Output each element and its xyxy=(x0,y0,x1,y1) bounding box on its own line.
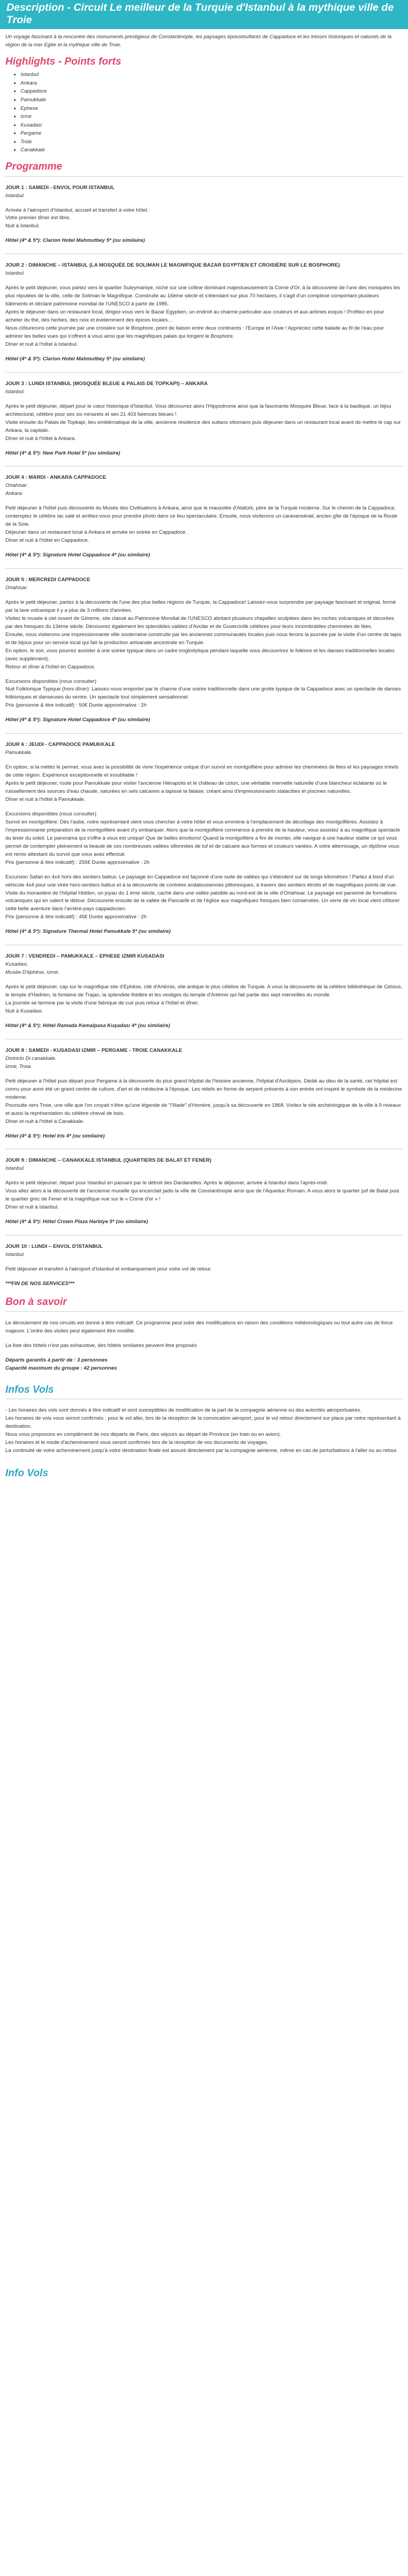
excursion-text: Excursion Safari en 4x4 hors des sentiers battus: Le paysage en Cappadoce est façonné d'une suite de vallées qui s'étendent sur de longs kilomètres ! Partez à bord d'un véhicule 4x4 pour une virée hors-sentiers battus et à la découverte de contrées andalousiennes pittoresques, à travers des sentiers étroits et de magnifiques points de vue. Visite du monastère de l'hôpital Hidden, un joyau du 1 ème siècle, caché dans une vallée paisible au nord-est de la ville d'Ortahisar. Le paysage est parsemé de formations volcaniques qui en valent le détour. Découverte ensuite de la vallée de Pancarlik et de l'église aux magnifiques fresques bien conservées. Un verre de vin local vient clôturer cette belle aventure dans l'arrière-pays cappadocien. xyxy=(5,874,400,912)
highlight-item: • Pergame xyxy=(20,129,403,138)
program-day xyxy=(5,1157,403,1226)
program-day xyxy=(5,1047,403,1141)
divider xyxy=(5,1311,403,1312)
day-location: Districto Di canakkale. Izmir, Troia. xyxy=(5,1055,57,1070)
day-title: JOUR 3 : LUNDI ISTANBUL (MOSQUÉE BLEUE & PALAIS DE TOPKAPI) – ANKARA xyxy=(5,380,208,387)
program-day xyxy=(5,953,403,1030)
day-title: JOUR 5 : MERCREDI CAPPADOCE xyxy=(5,577,90,583)
spacer xyxy=(5,867,403,874)
day-title: JOUR 4 : MARDI - ANKARA CAPPADOCE xyxy=(5,474,107,481)
day-title: JOUR 9 : DIMANCHE – CANAKKALE ISTANBUL (QUARTIERS DE BALAT ET FENER) xyxy=(5,1157,212,1164)
highlight-item: • Izmir xyxy=(20,113,403,121)
day-location: Istanbul. xyxy=(5,192,25,199)
day-hotel: Hôtel (4* & 5*): Clarion Hotel Mahmutbey 5* (ou similaire) xyxy=(5,238,145,244)
day-hotel: Hôtel (4* & 5*): Signature Hotel Cappadoce 4* (ou similaire) xyxy=(5,552,150,559)
divider xyxy=(5,568,403,569)
highlight-item: • Ephese xyxy=(20,104,403,113)
day-location: Istanbul. xyxy=(5,270,25,277)
day-hotel: Hôtel (4* & 5*): Signature Hotel Cappadoce 4* (ou similaire) xyxy=(5,717,150,723)
bon-a-savoir-text-2: La liste des hôtels n'est pas exhaustive, des hôtels similaires peuvent être proposés xyxy=(5,1342,197,1349)
day-description: Arrivée à l'aéroport d'Istanbul, accueil et transfert à votre hôtel. Votre premier dîner est libre. Nuit à Istanbul. xyxy=(5,207,149,229)
program-day xyxy=(5,741,403,936)
day-title: JOUR 6 : JEUDI - CAPPADOCE PAMUKKALE xyxy=(5,742,115,748)
day-description: En option, si la météo le permet, vous avez la possibilité de vivre l'expérience unique d'un survol en montgolfière pour admirer les cheminées de fées et les paysages irréels de cette région. Expérience exceptionnelle et inoubliable ! Après le petit déjeuner, route pour Pamukkale pour visiter l'ancienne Hiérapolis et le château de coton, une véritable merveille naturelle d'une blancheur éclatante où le ruissellement des sources d'eau chaude, saturées en sels calcaires a tapissé la falaise, créant ainsi d'impressionnants stalactites et piscines naturelles. Dîner et nuit à l'hôtel à Pamukkale. xyxy=(5,764,399,802)
excursion-text: Prix (personne & titre indicatif) : 50€ Durée approximative : 2h xyxy=(5,702,147,709)
day-description: Petit déjeuner à l'hôtel puis découverte du Musée des Civilisations à Ankara, ainsi que le mausolée d'Atatürk, père de la Turquie moderne. Sur le chemin de la Cappadoce, contemplez le célèbre lac salé et arrêtez-vous pour prendre photo dans ce lieu spectaculaire. Ensuite, nous visiterons un caravansérail, ancien gîte de l'époque de la Route de la Soie. Déjeuner dans un restaurant local à Ankara et arrivée en soirée en Cappadoce. Dîner et nuit à l'hôtel en Cappadoce. xyxy=(5,505,398,544)
day-location: Ortahisar. xyxy=(5,584,28,591)
day-description: Après le petit déjeuner, départ pour le cœur historique d'Istanbul. Vous découvrez alors l'Hippodrome ainsi que la fascinante Mosquée Bleue, face à la basilique, un bijou architectural, célèbre pour ses six minarets et ses 21 403 faïences bleues ! Visite ensuite du Palais de Topkapi, lieu emblématique de la ville, ancienne résidence des sultans ottomans puis déjeuner dans un restaurant local avant de mettre le cap sur Ankara, la capitale. Dîner et nuit à l'hôtel à Ankara. xyxy=(5,403,401,442)
bon-a-savoir-text-1: Le déroulement de nos circuits est donné à titre indicatif. Ce programme peut subir des modifications en raison des conditions météorologiques ou tout autre cas de force majeure. L'ordre des visites peut également être modifié. xyxy=(5,1320,393,1334)
day-location: Kusadasi. Musée D'éphèse, Izmir. xyxy=(5,961,60,976)
day-hotel: Hôtel (4* & 5*): Clarion Hotel Mahmutbey 5* (ou similaire) xyxy=(5,355,145,362)
highlight-item: • Kusadasi xyxy=(20,121,403,130)
day-location: Istanbul. xyxy=(5,1252,25,1258)
program-day xyxy=(5,262,403,363)
departures-text: Départs garantis à partir de : 3 personnes xyxy=(5,1357,108,1363)
day-hotel: Hôtel (4* & 5*): New Park Hotel 5* (ou similaire) xyxy=(5,450,121,456)
day-location: Ortahisar. Ankara. xyxy=(5,483,28,497)
day-description: Après le petit déjeuner, vous partez vers le quartier Suleymaniye, niché sur une colline dominant majestueusement la Corne d'Or, à la découverte de l'une des mosquées les plus réputées de la ville, celle de Soliman le Magnifique. Construite au 16ème siècle et s'étendant sur plus 70 hectares, il s'agit d'un complexe comportant plusieurs bâtiments et déclaré patrimoine mondial de l'UNESCO à partir de 1985. Après le déjeuner dans un restaurant local, dirigez-vous vers le Bazar Egyptien, un endroit au charme particulier aux couleurs et aux arômes exquis ! Profitez-en pour acheter du thé, des herbes, des noix et évidemment des épices locales… Nous clôturerons cette journée par une croisière sur le Bosphore, point de liaison entre deux continents : l'Europe et l'Asie ! Appréciez cette balade au fil de l'eau pour admirer les belles vues qui s'offrent à vous ainsi que les magnifiques palais qui longent le Bosphore. Dîner et nuit à l'hôtel à Istanbul. xyxy=(5,285,400,347)
day-title: JOUR 7 : VENDREDI – PAMUKKALE – EPHESE IZMIR KUSADASI xyxy=(5,953,165,960)
divider xyxy=(5,372,403,373)
capacity-text: Capacité maximum du groupe : 42 personnes xyxy=(5,1365,117,1371)
excursion-text: Survol en montgolfière: Dès l'aube, notre représentant vient vous chercher à votre hôtel et vous emmène à l'emplacement de décollage des montgolfières. Assistez à l'impressionnante préparation de la montgolfière avant d'y embarquer. Alors que la montgolfière commence à prendre de la hauteur, vous assistez à au magnifique spectacle du lever du soleil. Le panorama qui s'offre à vous est unique! Que de belles émotions! Quand la montgolfière a fini de monter, elle navigue à une hauteur stable ce qui vous permet de contempler pleinement la beauté de ces nombreuses vallées sillonnées de tuf et de calcaire aux formes et couleurs variées. A votre atterrissage, un diplôme vous est remis attestant du survol que vous avez effectué. xyxy=(5,819,400,857)
spacer xyxy=(5,922,403,928)
day-hotel: Hôtel (4* & 5*): Signature Thermal Hotel Pamukkale 5* (ou similaire) xyxy=(5,929,171,935)
end-of-services-note: ***FIN DE NOS SERVICES*** xyxy=(5,1280,75,1287)
bon-a-savoir-heading: Bon à savoir xyxy=(5,1296,67,1308)
day-hotel: Hôtel (4* & 5*): Hôtel Ramada Kemalpasa Kuşadası 4* (ou similaire) xyxy=(5,1022,171,1029)
day-location: Istanbul. xyxy=(5,388,25,395)
day-location: Pamukkale. xyxy=(5,750,33,756)
divider xyxy=(5,176,403,177)
content xyxy=(0,33,408,1488)
program-day xyxy=(5,380,403,458)
program-days xyxy=(5,184,403,1288)
day-title: JOUR 2 : DIMANCHE – ISTANBUL (LA MOSQUÉE DE SOLIMAN LE MAGNIFIQUE BAZAR EGYPTIEN ET CROISIÈRE SUR LE BOSPHORE) xyxy=(5,262,340,269)
divider xyxy=(5,733,403,734)
info-vols-heading: Info Vols xyxy=(5,1468,48,1479)
day-description: Petit déjeuner à l'hôtel puis départ pour Pergame à la découverte du plus grand hôpital de l'histoire ancienne, l'hôpital d'Asclépios. Dédié au dieu de la santé, cet hôpital est connu pour avoir été un grand centre de culture, d'art et de médecine à l'époque. Les reliefs en forme de serpent présents à son entrée ont inspiré le symbole de la médecine moderne. Poursuite vers Troie, une ville que l'on croyait n'être qu'une légende de "l'Iliade" d'Homère, jusqu'à sa découverte en 1868. Visitez le site archéologique de la ville à 9 niveaux et aussi la représentation du célèbre cheval de bois. Dîner et nuit à l'hôtel à Canakkale. xyxy=(5,1078,402,1125)
program-heading: Programme xyxy=(5,160,62,172)
program-day xyxy=(5,1243,403,1288)
excursion-text: Prix (personne & titre indicatif) : 45€ Durée approximative : 2h xyxy=(5,914,147,920)
highlight-item: • Ankara xyxy=(20,79,403,88)
infos-vols-heading: Infos Vols xyxy=(5,1384,54,1395)
program-day xyxy=(5,576,403,724)
day-title: JOUR 1 : SAMEDI - ENVOL POUR ISTANBUL xyxy=(5,184,115,191)
excursion-text: Excursions disponibles (nous consulter) xyxy=(5,678,97,685)
day-hotel: Hôtel (4* & 5*): Hotel Iris 4* (ou similaire) xyxy=(5,1133,105,1139)
excursion-text: Nuit Folklorique Typique (hors dîner): Laissez-vous emporter par le charme d'une soirée traditionnelle dans une grotte typique de la Cappadoce avec un spectacle de danses folkloriques et danseuses du ventre. Un spectacle tout simplement sensationnel. xyxy=(5,686,401,701)
highlight-item: • Cappadoce xyxy=(20,87,403,96)
program-day xyxy=(5,474,403,560)
highlights-heading: Highlights - Points forts xyxy=(5,55,122,67)
infos-vols-text: - Les horaires des vols sont donnés à titre indicatif et sont susceptibles de modification de la part de la compagnie aérienne ou des autorités aéroportuaires. Les horaires de vols vous seront confirmés : pour le vol aller, lors de la réception de la convocation aéroport, pour le vol retour directement sur place par notre représentant à destination. Nous vous proposons en complément de nos départs de Paris, des séjours au départ de Province (en train ou en avion). Les horaires et le mode d'acheminement vous seront confirmés lors de la réception de vos documents de voyages. La continuité de votre acheminement jusqu'à votre destination finale est assuré directement par la compagnie aérienne, même en cas de perturbations à l'aller ou au retour. xyxy=(5,1407,401,1454)
intro-text: Un voyage fascinant à la rencontre des monuments prestigieux de Constantinople, les paysages époustouflants de Cappadoce et les trésors historiques et naturels de la région de la mer Egée et la mythique ville de Troie. xyxy=(5,33,392,48)
spacer xyxy=(5,710,403,716)
excursion-text: Excursions disponibles (nous consulter) xyxy=(5,811,97,817)
highlight-item: • Troie xyxy=(20,138,403,146)
day-location: Istanbul. xyxy=(5,1165,25,1172)
highlight-item: • Pamukkale xyxy=(20,96,403,104)
page-title: Description - Circuit Le meilleur de la Turquie d'Istanbul à la mythique ville de Troie xyxy=(0,0,408,29)
day-title: JOUR 8 : SAMEDI - KUSADASI IZMIR – PERGAME - TROIE CANAKKALE xyxy=(5,1047,182,1053)
day-description: Après le petit déjeuner, partez à la découverte de l'une des plus belles régions de Turquie, la Cappadoce! Laissez-vous surprendre par paysage fascinant et original, formé par la lave volcanique il y a plus de 3 millions d'années. Visitez le musée à ciel ouvert de Göreme, site classé au Patrimoine Mondial de l'UNESCO abritant plusieurs chapelles sculptées dans les roches volcaniques et décorées par des fresques du 13ème siècle. Découvrez également les splendides vallées d'Avcilar et de Guvercinlik célèbres pour leurs innombrables cheminées de fées. Ensuite, nous visiterons une impressionnante ville souterraine construite par les anciennes communautés locales puis nous ferons la journée par la visite d'un centre de tapis et de bijoux pour un service local qui fait la production artisanale ancestrale en Turquie. En option, le soir, vous pourrez assister à une soirée typique dans un cadre troglodytique pendant laquelle vous découvrirez le folklore et les danses traditionnelles locales (avec supplément). Retour et dîner à l'hôtel en Cappadoce. xyxy=(5,599,402,670)
highlight-item: • Canakkale xyxy=(20,146,403,155)
day-description: Après le petit déjeuner, départ pour Istanbul en passant par le détroit des Dardanelles. Après le déjeuner, arrivée à Istanbul dans l'après-midi. Vous allez alors à la découverte de l'ancienne muraille qui encerclait jadis la ville de Constantinople ainsi que de l'Aqueduc Romain. A vous alors le quartier juif de Balat puis le quartier grec de Fener et la magnifique vue sur le « Corne d'or » ! Dîner et nuit à Istanbul. xyxy=(5,1180,399,1211)
day-hotel: Hôtel (4* & 5*): Hôtel Crown Plaza Harbiye 5* (ou similaire) xyxy=(5,1219,148,1225)
excursion-text: Prix (personne & titre indicatif) : 255€ Durée approximative : 2h xyxy=(5,859,150,865)
program-day xyxy=(5,184,403,246)
day-description: Petit déjeuner et transfert à l'aéroport d'Istanbul et embarquement pour votre vol de retour. xyxy=(5,1266,212,1273)
day-title: JOUR 10 : LUNDI – ENVOL D'ISTANBUL xyxy=(5,1244,103,1250)
day-description: Après le petit déjeuner, cap sur le magnifique site d'Ephèse, cité d'Artémis, site antique le plus célèbre de Turquie. A vous la découverte de la célèbre bibliothèque de Celsius, le temple d'Hadrien, la fontaine de Trajan, la splendide théâtre et les vestiges du temple d'Artémis qui fait partie des sept merveilles du monde. La journée se termine par la visite d'une fabrique de cuir puis retour à l'hôtel et dîner. Nuit à Kusadasi. xyxy=(5,984,403,1015)
highlights-list xyxy=(5,71,403,154)
highlight-item: • Istanbul xyxy=(20,71,403,79)
